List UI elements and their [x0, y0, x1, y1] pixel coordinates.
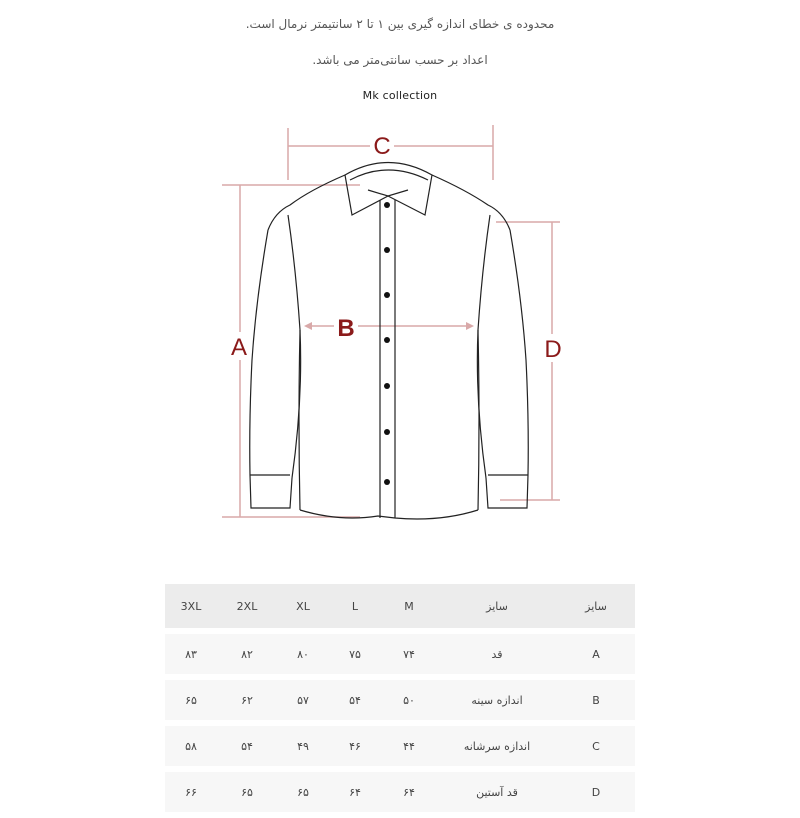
cell-xl: ۶۵ — [277, 772, 329, 812]
label-c: C — [373, 133, 391, 160]
cell-name: قد آستین — [437, 772, 557, 812]
header-m: M — [381, 584, 437, 628]
cell-l: ۵۴ — [329, 680, 381, 720]
size-table-header — [165, 584, 635, 628]
note-units: اعداد بر حسب سانتی‌متر می باشد. — [312, 53, 488, 67]
header-size-name: سایز — [437, 584, 557, 628]
cell-2xl: ۶۵ — [217, 772, 277, 812]
cell-key: A — [557, 634, 635, 674]
table-row — [165, 634, 635, 674]
shirt-buttons — [384, 202, 390, 485]
cell-l: ۴۶ — [329, 726, 381, 766]
cell-key: B — [557, 680, 635, 720]
label-a: A — [230, 334, 248, 361]
cell-name: اندازه سرشانه — [437, 726, 557, 766]
brand-name: Mk collection — [362, 89, 438, 102]
cell-xl: ۴۹ — [277, 726, 329, 766]
cell-2xl: ۶۲ — [217, 680, 277, 720]
header-size-key: سایز — [557, 584, 635, 628]
table-row — [165, 772, 635, 812]
cell-l: ۶۴ — [329, 772, 381, 812]
cell-2xl: ۸۲ — [217, 634, 277, 674]
table-row — [165, 726, 635, 766]
note-measurement-error: محدوده ی خطای اندازه گیری بین ۱ تا ۲ سانتیمتر نرمال است. — [245, 17, 555, 31]
header-2xl: 2XL — [217, 584, 277, 628]
cell-3xl: ۶۵ — [165, 680, 217, 720]
cell-xl: ۸۰ — [277, 634, 329, 674]
label-d: D — [544, 336, 562, 363]
header-l: L — [329, 584, 381, 628]
table-row — [165, 680, 635, 720]
cell-3xl: ۸۳ — [165, 634, 217, 674]
cell-key: D — [557, 772, 635, 812]
cell-m: ۷۴ — [381, 634, 437, 674]
measurement-guides — [222, 125, 560, 517]
label-b: B — [337, 315, 355, 342]
cell-m: ۶۴ — [381, 772, 437, 812]
cell-m: ۴۴ — [381, 726, 437, 766]
header-3xl: 3XL — [165, 584, 217, 628]
cell-3xl: ۵۸ — [165, 726, 217, 766]
cell-xl: ۵۷ — [277, 680, 329, 720]
cell-2xl: ۵۴ — [217, 726, 277, 766]
size-table — [165, 578, 635, 818]
cell-key: C — [557, 726, 635, 766]
cell-m: ۵۰ — [381, 680, 437, 720]
header-xl: XL — [277, 584, 329, 628]
cell-name: اندازه سینه — [437, 680, 557, 720]
cell-3xl: ۶۶ — [165, 772, 217, 812]
cell-name: قد — [437, 634, 557, 674]
cell-l: ۷۵ — [329, 634, 381, 674]
